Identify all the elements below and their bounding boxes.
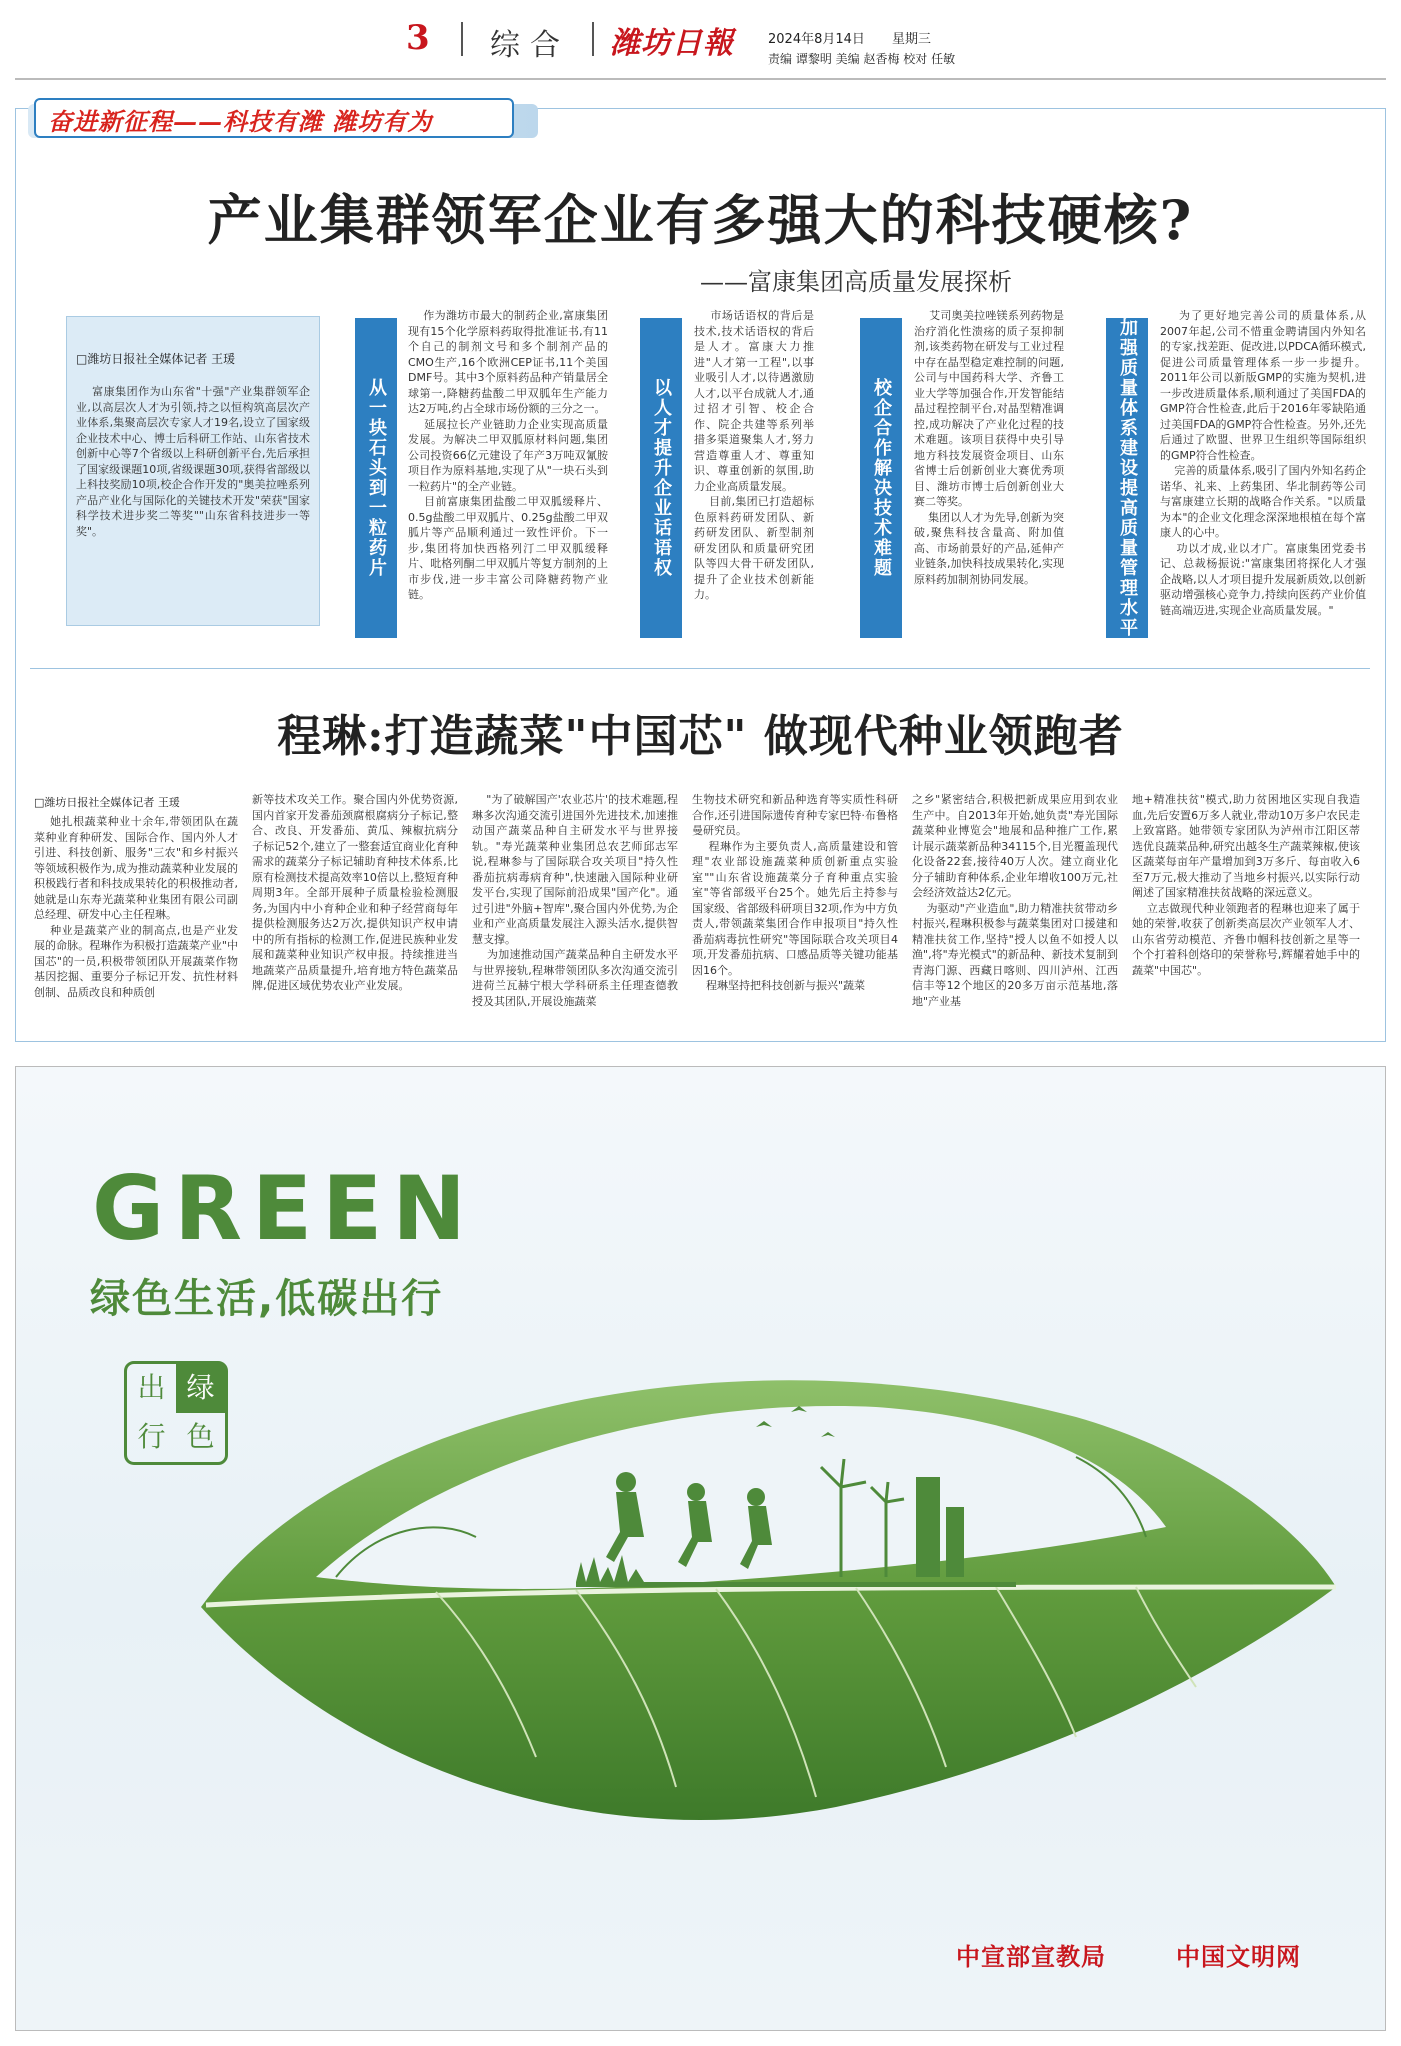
- article2-byline: □潍坊日报社全媒体记者 王瑗: [34, 796, 180, 809]
- article1-title: 产业集群领军企业有多强大的科技硬核?: [207, 188, 1194, 252]
- section-heading: 加强质量体系建设提高质量管理水平: [1106, 318, 1148, 638]
- section-name: 综合: [490, 28, 570, 63]
- page-number: 3: [406, 18, 430, 58]
- leaf-illustration: [16, 1287, 1385, 1887]
- section-text: 作为潍坊市最大的制药企业,富康集团现有15个化学原料药取得批准证书,有11个自己的制剂文号和多个制剂产品的CMO生产,16个欧洲CEP证书,11个美国DMF号。其中3个原料药品种产销量居全球第一,降糖药盐酸二甲双胍年生产能力达2万吨,约占全球市场份额的三分之一。 延展拉长产业链助力企业实现高质量发展。为解决二甲双胍原材料问题,集团公司投资66亿元建设了年产3万吨双氰胺项目作为原料基地,实现了从"一块石头到一粒药片"的全产业链。 目前富康集团盐酸二甲双胍缓释片、0.5g盐酸二甲双胍片、0.25g盐酸二甲双胍片等产品顺利通过一致性评价。下一步,集团将加快西格列汀二甲双胍缓释片、吡格列酮二甲双胍片等复方制剂的上市步伐,进一步丰富公司降糖药物产业链。: [408, 309, 608, 601]
- ad-sponsor: 中国文明网: [1176, 1942, 1301, 1971]
- stamp-char: 行: [137, 1420, 166, 1453]
- section-text: 艾司奥美拉唑镁系列药物是治疗消化性溃疡的质子泵抑制剂,该类药物在研发与工业过程中存在晶型稳定难控制的问题,公司与中国药科大学、齐鲁工业大学等加强合作,开发智能结晶过程控制平台,对晶型精准调控,成功解决了产业化过程的技术难题。该项目获得中央引导地方科技发展资金项目、山东省博士后创新创业大赛优秀项目、潍坊市博士后创新创业大赛二等奖。 集团以人才为先导,创新为突破,聚焦科技含量高、附加值高、市场前景好的产品,延伸产业链条,加快科技成果转化,实现原料药加制剂协同发展。: [914, 309, 1064, 586]
- section-text: 市场话语权的背后是技术,技术话语权的背后是人才。富康大力推进"人才第一工程",以事业吸引人才,以待遇激励人才,以平台成就人才,通过招才引智、校企合作、院企共建等系列举措多渠道聚集人才,努力营造尊重人才、尊重知识、尊重创新的氛围,助力企业高质量发展。 目前,集团已打造超标色原料药研发团队、新药研发团队、新型制剂研发团队和质量研究团队等四大骨干研发团队,提升了企业技术创新能力。: [694, 309, 814, 601]
- article1-byline: □潍坊日报社全媒体记者 王瑗: [76, 352, 236, 366]
- article2-column: 之乡"紧密结合,积极把新成果应用到农业生产中。自2013年开始,她负责"寿光国际蔬菜种业博览会"地展和品种推广工作,累计展示蔬菜新品种34115个,目光覆盖现代化设备22套,接待40万人次。建立商业化分子辅助育种体系,企业年增收100万元,社会经济效益达2亿元。 为驱动"产业造血",助力精准扶贫带动乡村振兴,程琳积极参与蔬菜集团对口援建和精准扶贫工作,坚持"授人以鱼不如授人以渔",将"寿光模式"的新品种、新技术复制到青海门源、西藏日喀则、四川泸州、江西信丰等12个地区的20多万亩示范基地,落地"产业基: [912, 793, 1118, 1008]
- article2-column: "为了破解国产'农业芯片'的技术难题,程琳多次沟通交流引进国外先进技术,加速推动国产蔬菜品种自主研发水平与世界接轨。"寿光蔬菜种业集团总农艺师邱志军说,程琳参与了国际联合攻关项目"持久性番茄抗病毒病育种",快速融入国际种业研发平台,实现了国际前沿成果"国产化"。通过引进"外脑+智库",聚合国内外优势,为企业和产业高质量发展注入源头活水,提供智慧支撑。 为加速推动国产蔬菜品种自主研发水平与世界接轨,程琳带领团队多次沟通交流引进荷兰瓦赫宁根大学科研系主任理查德教授及其团队,开展设施蔬菜: [472, 793, 678, 1008]
- article1-intro: 富康集团作为山东省"十强"产业集群领军企业,以高层次人才为引领,持之以恒构筑高层次产业体系,集聚高层次专家人才19名,设立了国家级企业技术中心、博士后科研工作站、山东省技术创新中心等7个省级以上科研创新平台,先后承担了国家级课题10项,省级课题30项,获得省部级以上科技奖励10项,校企合作开发的"奥美拉唑系列产品产业化与国际化的关键技术开发"荣获"国家科学技术进步奖二等奖""山东省科技进步一等奖"。: [76, 385, 310, 538]
- section-heading: 从一块石头到一粒药片: [355, 318, 397, 638]
- issue-date: 2024年8月14日: [768, 32, 865, 47]
- article2-column: 新等技术攻关工作。聚合国内外优势资源,国内首家开发番茄颈腐根腐病分子标记,整合、改良、开发番茄、黄瓜、辣椒抗病分子标记52个,建立了一整套适宜商业化育种需求的蔬菜分子标记辅助育种技术体系,比原有检测技术提高效率10倍以上,整短育种周期3年。全部开展种子质量检验检测服务,为国内中小育种企业和种子经营商每年提供检测服务达2万次,提供知识产权申请中的所有指标的检测工作,促进民族种业发展和蔬菜种业知识产权申报。持续推进当地蔬菜产品质量提升,培育地方特色蔬菜品牌,促进区域优势农业产业发展。: [252, 793, 458, 992]
- editor-credits: 责编 谭黎明 美编 赵香梅 校对 任敏: [768, 52, 956, 66]
- stamp-char: 绿: [176, 1364, 225, 1413]
- stamp-char: 出: [137, 1371, 166, 1404]
- article2-title: 程琳:打造蔬菜"中国芯" 做现代种业领跑者: [277, 711, 1124, 762]
- section-text: 为了更好地完善公司的质量体系,从2007年起,公司不惜重金聘请国内外知名的专家,找差距、促改进,以PDCA循环模式,促进公司质量管理体系一步一步提升。2011年公司以新版GMP的实施为契机,进一步改进质量体系,顺利通过了美国FDA的GMP符合性检查,此后于2016年零缺陷通过美国FDA的GMP符合性检查。另外,还先后通过了欧盟、世界卫生组织等国际组织的GMP符合性检查。 完善的质量体系,吸引了国内外知名药企诺华、礼来、上药集团、华北制药等公司与富康建立长期的战略合作关系。"以质量为本"的企业文化理念深深地根植在每个富康人的心中。 功以才成,业以才广。富康集团党委书记、总裁杨振说:"富康集团将探化人才强企战略,以人才项目提升发展新质效,以创新驱动增强核心竞争力,持续向医药产业价值链高端迈进,实现企业高质量发展。": [1160, 309, 1366, 617]
- header-rule: [15, 78, 1386, 80]
- ad-headline: GREEN: [92, 1157, 476, 1260]
- article2-column: 地+精准扶贫"模式,助力贫困地区实现自我造血,先后安置6万多人就业,带动10万多户农民走上致富路。她带领专家团队为泸州市江阳区蒂选优良蔬菜品种,研究出越冬生产蔬菜辣椒,使该区蔬菜每亩年产量增加到3万多斤、每亩收入6至7万元,极大推动了当地乡村振兴,以实际行动阐述了国家精准扶贫战略的深远意义。 立志做现代种业领跑者的程琳也迎来了属于她的荣誉,收获了创新类高层次产业领军人才、山东省劳动模范、齐鲁巾帼科技创新之星等一个个打着科创烙印的荣誉称号,辉耀着她手中的蔬菜"中国芯"。: [1132, 793, 1360, 977]
- issue-weekday: 星期三: [892, 32, 932, 47]
- ad-slogan: 绿色生活,低碳出行: [90, 1276, 444, 1322]
- paper-name: 潍坊日報: [610, 26, 734, 61]
- ad-sponsor: 中宣部宣教局: [956, 1942, 1106, 1971]
- section-heading: 以人才提升企业话语权: [640, 318, 682, 638]
- header-divider: [461, 22, 463, 56]
- page-header: [0, 0, 1401, 82]
- column-banner: [28, 96, 538, 146]
- green-ad: [15, 1066, 1386, 2031]
- article1-subtitle: ——富康集团高质量发展探析: [700, 268, 1012, 296]
- article2-column: 她扎根蔬菜种业十余年,带领团队在蔬菜种业育种研发、国际合作、国内外人才引进、科技创新、服务"三农"和乡村振兴等领域积极作为,成为推动蔬菜种业发展的积极践行者和科技成果转化的积极推动者,她就是山东寿光蔬菜种业集团有限公司副总经理、研发中心主任程琳。 种业是蔬菜产业的制高点,也是产业发展的命脉。程琳作为积极打造蔬菜产业"中国芯"的一员,积极带领团队开展蔬菜作物基因挖掘、重要分子标记开发、抗性材料创制、品质改良和种质创: [34, 815, 238, 999]
- article2-column: 生物技术研究和新品种选育等实质性科研合作,还引进国际遗传育种专家巴特·布鲁格曼研究员。 程琳作为主要负责人,高质量建设和管理"农业部设施蔬菜种质创新重点实验室""山东省设施蔬菜分子育种重点实验室"等省部级平台25个。她先后主持参与国家级、省部级科研项目32项,作为中方负责人,带领蔬菜集团合作申报项目"持久性番茄病毒抗性研究"等国际联合攻关项目4项,开发番茄抗病、口感品质等关键功能基因16个。 程琳坚持把科技创新与振兴"蔬菜: [692, 793, 898, 992]
- section-heading: 校企合作解决技术难题: [860, 318, 902, 638]
- stamp-char: 色: [186, 1420, 215, 1453]
- header-divider: [592, 22, 594, 56]
- banner-label: 奋进新征程——科技有潍 潍坊有为: [48, 107, 433, 136]
- section-divider: [30, 668, 1370, 669]
